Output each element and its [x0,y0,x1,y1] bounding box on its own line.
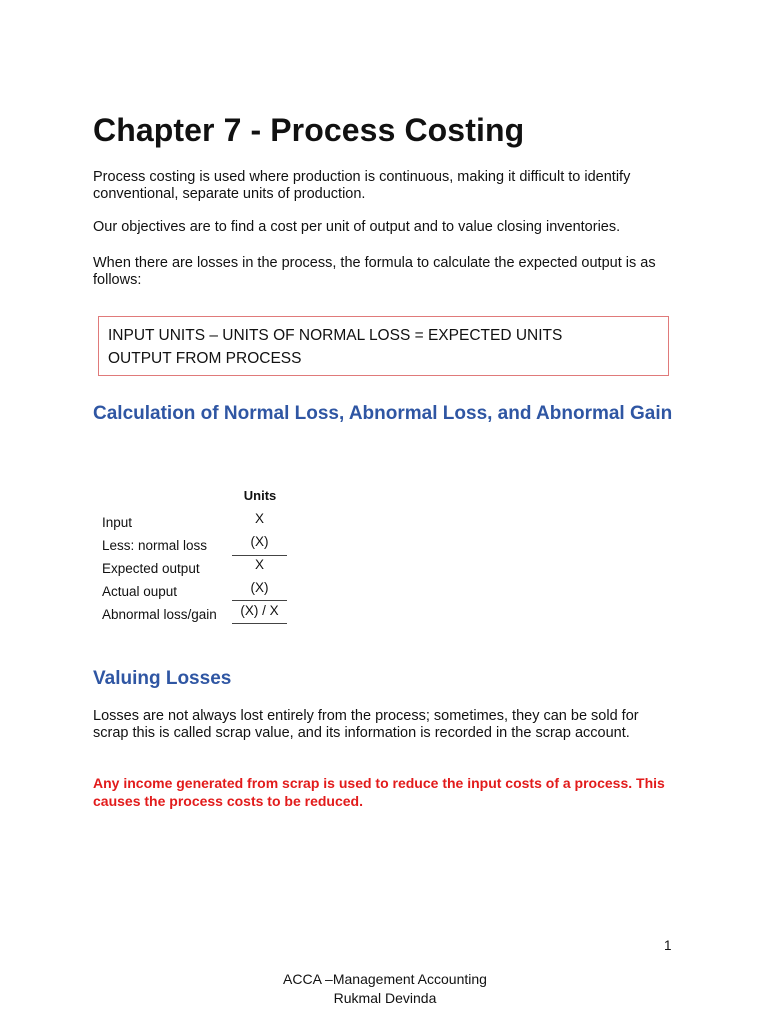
page-title: Chapter 7 - Process Costing [93,112,525,148]
table-row-label: Expected output [102,561,200,576]
intro-paragraph-1: Process costing is used where production is continuous, making it difficult to identify conventional, separate units of production. [93,169,631,202]
table-row-value: X [254,511,264,526]
table-row-value: (X) / X [240,603,279,618]
table-row-label: Less: normal loss [102,538,208,553]
table-row-value: X [254,557,264,572]
footer-author: Rukmal Devinda [333,990,437,1006]
table-subtotal-rule [232,555,287,556]
formula-box [98,316,669,376]
table-row-label: Input [102,515,133,530]
intro-paragraph-3: When there are losses in the process, the formula to calculate the expected output is as follows: [93,255,656,288]
intro-paragraph-2: Our objectives are to find a cost per unit of output and to value closing inventories. [93,219,621,235]
table-subtotal-rule [232,600,287,601]
footer-course: ACCA –Management Accounting [283,971,487,987]
page-number: 1 [664,938,672,953]
table-header-units: Units [243,488,277,503]
table-row-value: (X) [250,580,269,595]
table-row-label: Abnormal loss/gain [102,607,217,622]
formula-line-1: INPUT UNITS – UNITS OF NORMAL LOSS = EXPECTED UNITS [108,327,563,344]
section-heading-valuing-losses: Valuing Losses [93,668,232,689]
formula-line-2: OUTPUT FROM PROCESS [108,350,302,367]
highlight-note: Any income generated from scrap is used to reduce the input costs of a process. This causes the process costs to be reduced. [93,775,665,809]
section-heading-losses-calculation: Calculation of Normal Loss, Abnormal Loss, and Abnormal Gain [93,403,673,424]
valuing-losses-paragraph: Losses are not always lost entirely from the process; sometimes, they can be sold for scrap this is called scrap value, and its information is recorded in the scrap account. [93,708,639,741]
table-row-label: Actual ouput [102,584,178,599]
table-row-value: (X) [250,534,269,549]
table-total-rule [232,623,287,624]
